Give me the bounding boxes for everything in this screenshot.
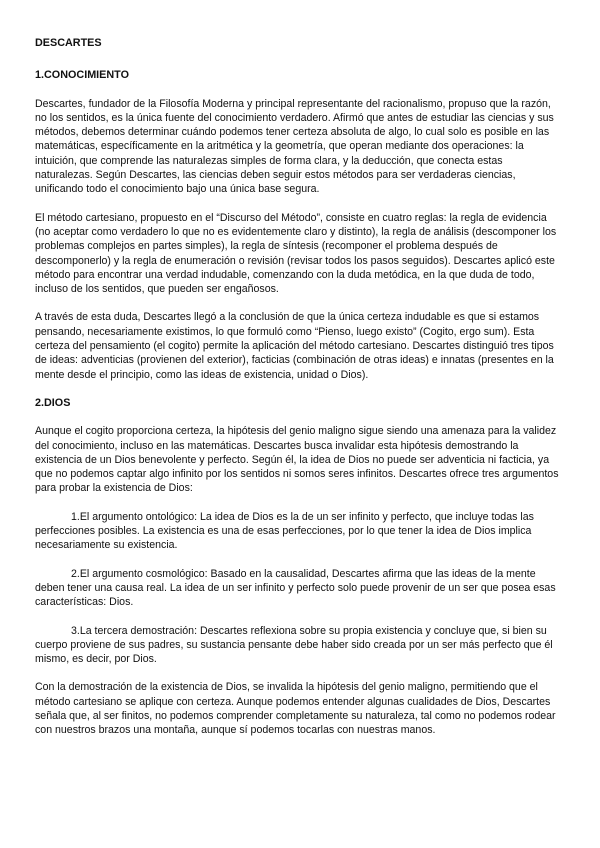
paragraph-metodo-cartesiano: El método cartesiano, propuesto en el “Discurso del Método”, consiste en cuatro reglas: la regla de evidencia (no aceptar como verdadero lo que no es evidentemente claro y distinto), la regla de análisis (descomponer los problemas complejos en partes simples), la regla de síntesis (recomponer el problema después de descomponerlo) y la regla de enumeración o revisión (revisar todos los pasos seguidos). Descartes aplicó este método para encontrar una verdad indudable, comenzando con la duda metódica, en la que duda de todo, incluso de los sentidos, que pueden ser engañosos. <box>35 211 557 296</box>
paragraph-racionalismo: Descartes, fundador de la Filosofía Moderna y principal representante del racionalismo, propuso que la razón, no los sentidos, es la única fuente del conocimiento verdadero. Afirmó que antes de estudiar las ciencias y sus métodos, debemos determinar cuándo podemos tener certeza absoluta de algo, lo cual solo es posible en las matemáticas, específicamente en la aritmética y la geometría, que operan mediante dos operaciones: la intuición, que comprende las naturalezas simples de forma clara, y la deducción, que conecta estas naturalezas. Según Descartes, las ciencias deben seguir estos métodos para ser verdaderas ciencias, unificando todo el conocimiento bajo una única base segura. <box>35 97 554 196</box>
paragraph-cogito: A través de esta duda, Descartes llegó a la conclusión de que la única certeza indudable es que si estamos pensando, necesariamente existimos, lo que formuló como “Pienso, luego existo” (Cogito, ergo sum). Esta certeza del pensamiento (el cogito) permite la aplicación del método cartesiano. Descartes distinguió tres tipos de ideas: adventicias (provienen del exterior), facticias (combinación de otras ideas) e innatas (presentes en la mente desde el principio, como las ideas de existencia, unidad o Dios). <box>35 311 554 381</box>
section-conocimiento <box>35 68 560 382</box>
section-heading-conocimiento: 1.CONOCIMIENTO <box>35 69 129 82</box>
section-heading-dios: 2.DIOS <box>35 396 71 409</box>
document-title: DESCARTES <box>35 37 102 49</box>
paragraph-argumento-cosmologico: 2.El argumento cosmológico: Basado en la causalidad, Descartes afirma que las ideas de la mente deben tener una causa real. La idea de un ser infinito y perfecto solo puede provenir de un ser que posea esas características: Dios. <box>35 567 556 609</box>
paragraph-tercera-demostracion: 3.La tercera demostración: Descartes reflexiona sobre su propia existencia y concluye que, si bien su cuerpo proviene de sus padres, su sustancia pensante debe haber sido creada por un ser más perfecto que él mismo, es decir, por Dios. <box>35 624 553 666</box>
section-dios <box>35 396 560 738</box>
paragraph-argumento-ontologico: 1.El argumento ontológico: La idea de Dios es la de un ser infinito y perfecto, que incluye todas las perfecciones posibles. La existencia es una de esas perfecciones, por lo que tener la idea de Dios implica necesariamente su existencia. <box>35 510 534 552</box>
paragraph-genio-maligno: Aunque el cogito proporciona certeza, la hipótesis del genio maligno sigue siendo una amenaza para la validez del conocimiento, incluso en las matemáticas. Descartes busca invalidar esta hipótesis demostrando la existencia de un Dios benevolente y perfecto. Según él, la idea de Dios no puede ser adventicia ni facticia, ya que no podemos captar algo infinito por los sentidos ni somos seres infinitos. Descartes ofrece tres argumentos para probar la existencia de Dios: <box>35 425 559 495</box>
paragraph-conclusion: Con la demostración de la existencia de Dios, se invalida la hipótesis del genio maligno, permitiendo que el método cartesiano se aplique con certeza. Aunque podemos entender algunas cualidades de Dios, Descartes señala que, al ser finitos, no podemos comprender completamente su naturaleza, tal como no podemos rodear con nuestros brazos una montaña, aunque sí podemos tocarlas con nuestras manos. <box>35 681 556 737</box>
